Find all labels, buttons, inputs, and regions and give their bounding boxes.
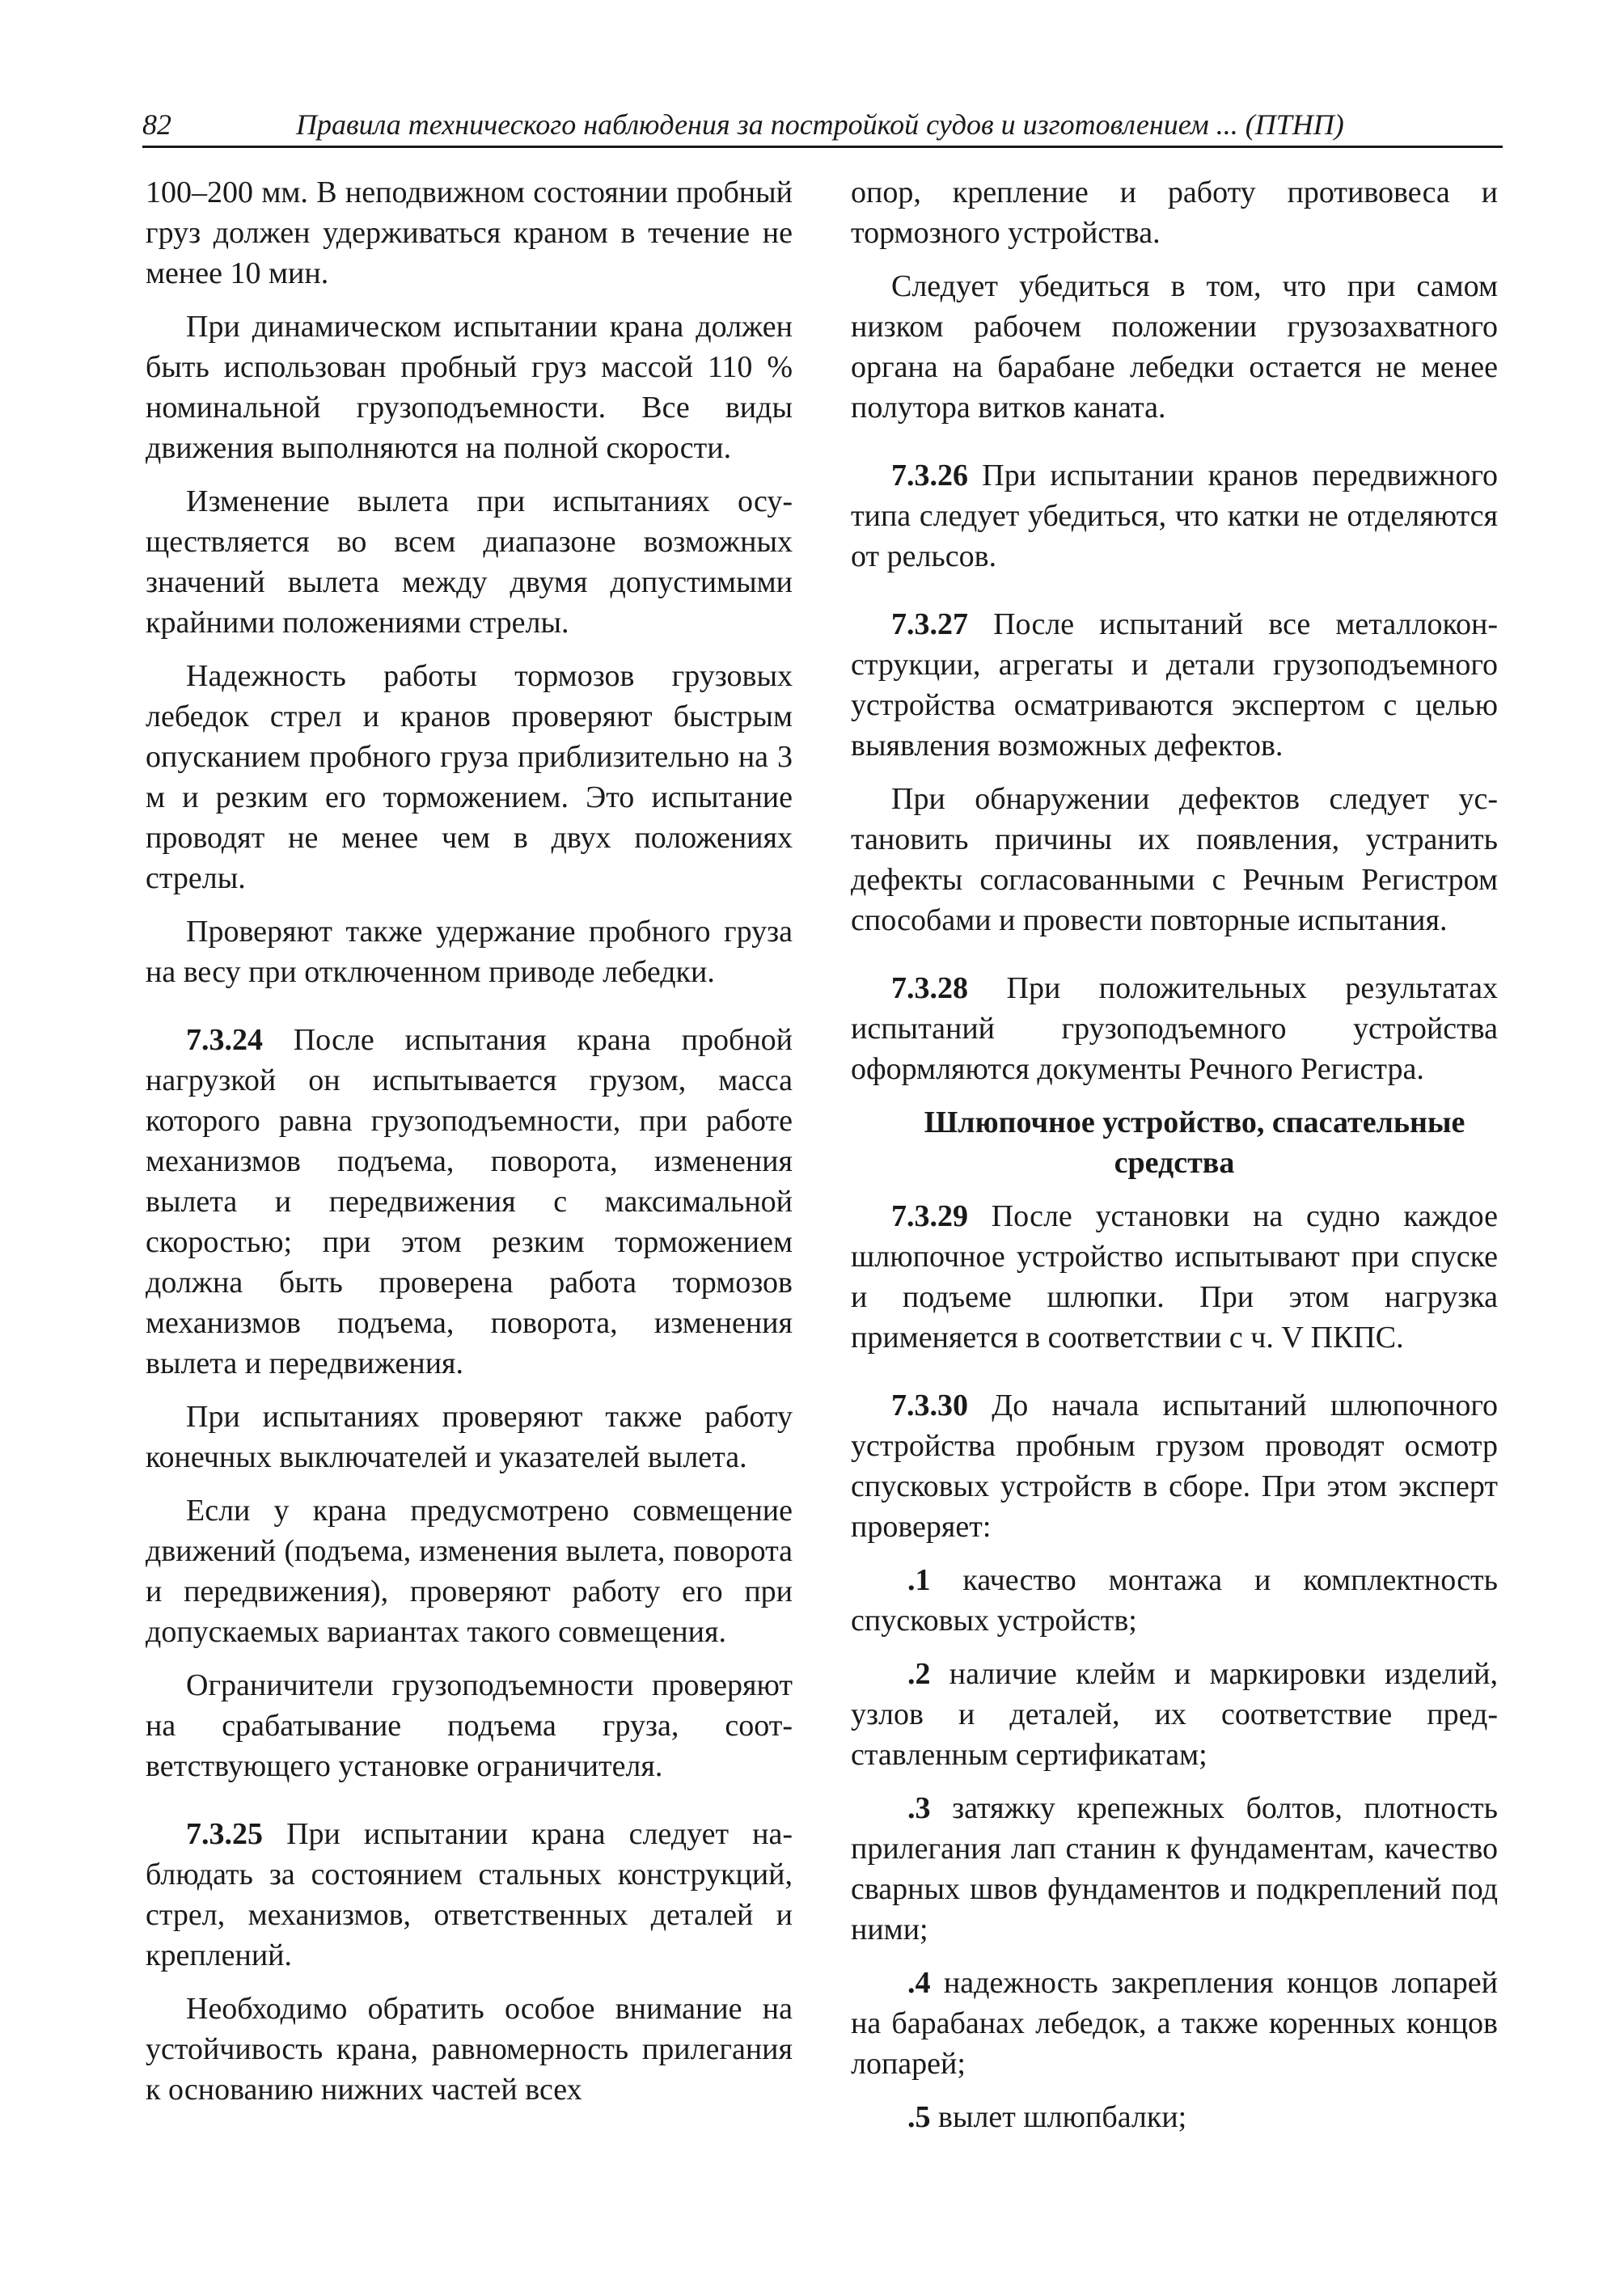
item-number: .2 xyxy=(907,1657,931,1691)
paragraph: При обнаружении дефектов следует установить причины их появления, устранить дефекты согласованными с Речным Регистром способами и провести повторные испытания. xyxy=(851,782,1498,937)
section-7-3-29 xyxy=(851,1196,1498,1358)
list-item xyxy=(851,1963,1498,2084)
section-text: После установки на судно каждое шлюпочное устройство испытывают при спуске и подъеме шлюпки. При этом нагрузка применяется в соответствии с ч. V ПКПС. xyxy=(851,1199,1498,1355)
section-text: После испытаний все металлоконструкции, агрегаты и детали грузоподъемного устройства осматриваются экспертом с целью выявления возможных дефектов. xyxy=(851,607,1498,763)
section-number: 7.3.26 xyxy=(891,459,968,492)
section-7-3-28 xyxy=(851,968,1498,1089)
paragraph: Надежность работы тормозов грузовых лебедок стрел и кранов проверяют быстрым опусканием пробного груза приблизительно на 3 м и резким его торможением. Это испытание проводят не менее чем в двух положениях стрелы. xyxy=(146,659,793,895)
paragraph: Если у крана предусмотрено совмещение движений (подъема, изменения вылета, поворота и передвижения), проверяют работу его при допускаемых вариантах такого совмещения. xyxy=(146,1494,793,1649)
item-number: .1 xyxy=(907,1563,931,1597)
section-text: При испытании кранов передвижного типа следует убедиться, что катки не отделяются от рельсов. xyxy=(851,459,1498,573)
section-text: До начала испытаний шлюпочного устройства пробным грузом проводят осмотр спусковых устройств в сборе. При этом эксперт проверяет: xyxy=(851,1389,1498,1544)
item-number: .3 xyxy=(907,1791,931,1825)
section-7-3-26 xyxy=(851,455,1498,577)
running-title: Правила технического наблюдения за постройкой судов и изготовлением ... (ПТНП) xyxy=(296,108,1344,141)
paragraph: При испытаниях проверяют также работу конечных выключателей и указателей вылета. xyxy=(146,1400,793,1474)
list-item xyxy=(851,1654,1498,1775)
list-item xyxy=(851,1788,1498,1950)
section-7-3-24 xyxy=(146,1020,793,1384)
section-7-3-27 xyxy=(851,604,1498,766)
paragraph: Проверяют также удержание пробного груза на весу при отключенном приводе лебедки. xyxy=(146,915,793,989)
paragraph: Следует убедиться в том, что при самом низком рабочем положении грузозахватного органа на барабане лебедки остается не менее полутора витков каната. xyxy=(851,269,1498,425)
section-text: При положительных результатах испытаний грузоподъемного устройства оформляются документы Речного Регистра. xyxy=(851,971,1498,1086)
section-text: После испытания крана пробной нагрузкой он испытывается грузом, масса которого равна грузоподъемности, при работе механизмов подъема, поворота, изменения вылета и передвижения с максимальной скоростью; при этом резким торможением должна быть проверена работа тормозов механизмов подъема, поворота, изменения вылета и передвижения. xyxy=(146,1023,793,1380)
item-text: качество монтажа и комплектность спусковых устройств; xyxy=(851,1563,1498,1638)
section-number: 7.3.29 xyxy=(891,1199,968,1233)
item-number: .4 xyxy=(907,1966,931,2000)
right-column xyxy=(851,172,1498,2150)
page-number: 82 xyxy=(142,108,171,141)
paragraph: Изменение вылета при испытаниях осуществляется во всем диапазоне возможных значений вылета между двумя допустимыми крайними положениями стрелы. xyxy=(146,484,793,640)
section-number: 7.3.30 xyxy=(891,1389,968,1422)
paragraph: При динамическом испытании крана должен быть использован пробный груз массой 110 % номинальной грузоподъемности. Все виды движения выполняются на полной скорости. xyxy=(146,310,793,465)
paragraph: Необходимо обратить особое внимание на устойчивость крана, равномерность прилегания к основанию нижних частей всех xyxy=(146,1992,793,2107)
subheading: Шлюпочное устройство, спасательные средства xyxy=(924,1105,1465,1180)
section-number: 7.3.25 xyxy=(186,1817,263,1851)
item-text: наличие клейм и маркировки изделий, узлов и деталей, их соответствие представленным сертификатам; xyxy=(851,1657,1498,1772)
item-text: вылет шлюпбалки; xyxy=(930,2100,1187,2134)
section-7-3-30 xyxy=(851,1385,1498,1547)
section-7-3-25 xyxy=(146,1814,793,1976)
section-number: 7.3.24 xyxy=(186,1023,263,1057)
left-column xyxy=(146,172,793,2123)
section-number: 7.3.27 xyxy=(891,607,968,641)
list-item xyxy=(851,2097,1498,2137)
paragraph: 100–200 мм. В неподвижном состоянии пробный груз должен удерживаться краном в течение не менее 10 мин. xyxy=(146,175,793,290)
list-item xyxy=(851,1560,1498,1641)
paragraph: Ограничители грузоподъемности проверяют на срабатывание подъема груза, соответствующего установке ограничителя. xyxy=(146,1668,793,1783)
paragraph: опор, крепление и работу противовеса и тормозного устройства. xyxy=(851,175,1498,250)
section-text: При испытании крана следует наблюдать за состоянием стальных конструкций, стрел, механизмов, ответственных деталей и креплений. xyxy=(146,1817,793,1972)
item-number: .5 xyxy=(907,2100,931,2134)
item-text: затяжку крепежных болтов, плотность прилегания лап станин к фундаментам, качество сварных швов фундаментов и подкреплений под ними; xyxy=(851,1791,1498,1947)
item-text: надежность закрепления концов лопарей на барабанах лебедок, а также коренных концов лопарей; xyxy=(851,1966,1498,2081)
section-number: 7.3.28 xyxy=(891,971,968,1005)
page-header xyxy=(142,104,1503,148)
